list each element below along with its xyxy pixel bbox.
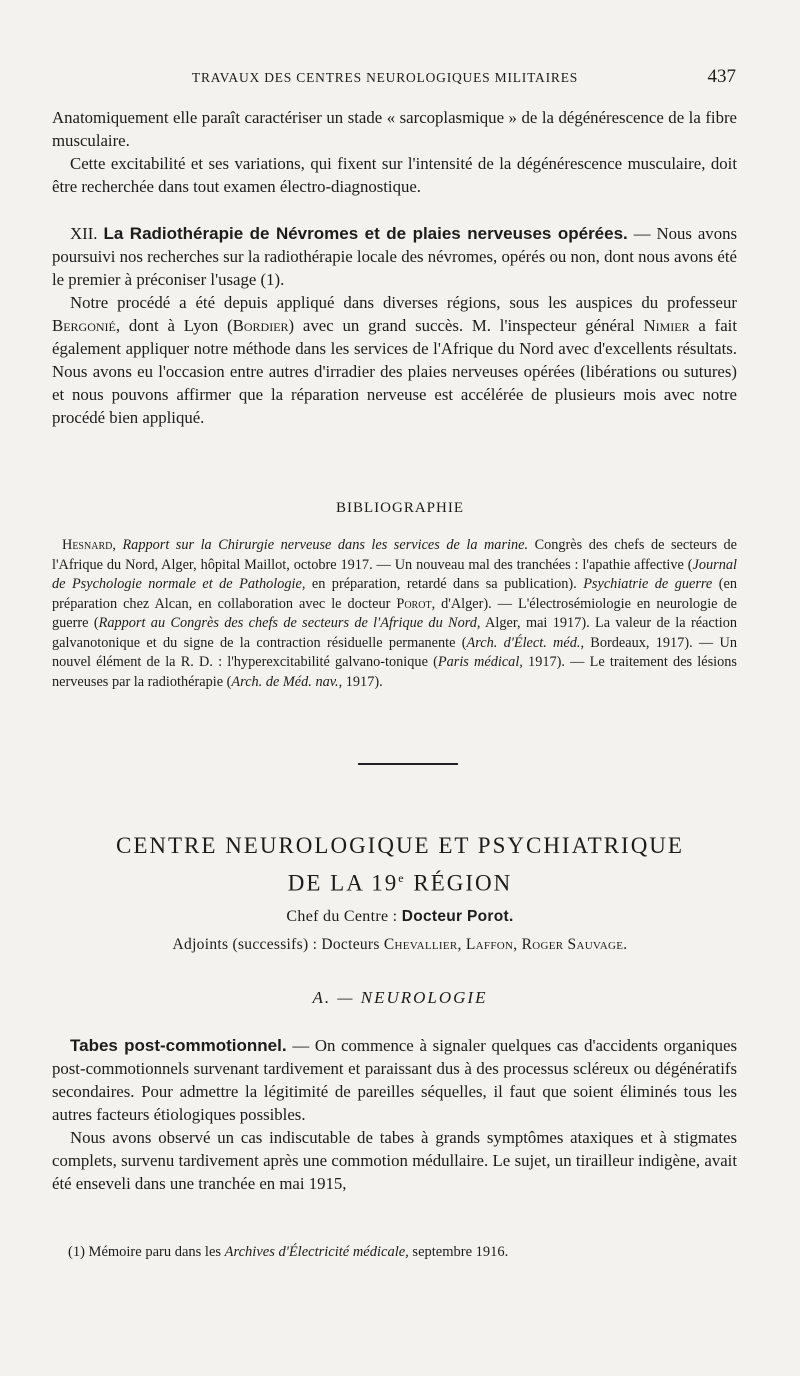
footnote-marker: (1) bbox=[68, 1244, 85, 1260]
section-a-paragraph-1 bbox=[52, 1034, 737, 1126]
text-run: Alger, mai 1917). La valeur de la réaction galvanotonique et du signe de la contraction résiduelle permanente ( bbox=[52, 615, 737, 651]
adjoints-label: Adjoints (successifs) : Docteurs bbox=[172, 936, 384, 953]
centre-adjoints bbox=[0, 936, 800, 954]
running-title: TRAVAUX DES CENTRES NEUROLOGIQUES MILITAIRES bbox=[191, 70, 579, 85]
text-run: Congrès des chefs de secteurs de l'Afrique du Nord, Alger, hôpital Maillot, octobre 1917. — Un nouveau mal des tranchées : l'apathie affective ( bbox=[52, 537, 738, 573]
text-run: 1917). bbox=[342, 673, 383, 690]
italic-title: Psychiatrie de guerre bbox=[583, 576, 713, 592]
running-head bbox=[60, 66, 740, 90]
text-run: (en préparation chez Alcan, en collaboration avec le docteur bbox=[52, 576, 737, 612]
name-hesnard: Hesnard bbox=[62, 537, 113, 553]
text-run: ) avec un grand succès. M. l'inspecteur général bbox=[288, 316, 644, 335]
text-run: DE LA 19 bbox=[287, 870, 399, 896]
text-run: RÉGION bbox=[405, 870, 513, 896]
section-a-title-text: A. — NEUROLOGIE bbox=[312, 988, 488, 1007]
page-number: 437 bbox=[707, 66, 736, 87]
text-run: Mémoire paru dans les bbox=[84, 1244, 225, 1260]
chief-name: Docteur Porot. bbox=[401, 908, 514, 925]
italic-title: Paris médical, bbox=[437, 654, 523, 670]
adjoints-names: Chevallier, Laffon, Roger Sauvage. bbox=[383, 936, 628, 953]
section-xii-paragraph-2 bbox=[52, 291, 737, 429]
bibliography-paragraph bbox=[52, 536, 737, 692]
bibliography-title: BIBLIOGRAPHIE bbox=[336, 500, 464, 516]
section-xii bbox=[52, 222, 737, 429]
italic-title: Rapport au Congrès des chefs de secteurs de l'Afrique du Nord, bbox=[98, 615, 481, 631]
footnote bbox=[68, 1244, 748, 1261]
section-a-title bbox=[0, 988, 800, 1008]
text-run: septembre 1916. bbox=[408, 1244, 509, 1260]
centre-title bbox=[0, 830, 800, 900]
superscript: e bbox=[398, 871, 406, 885]
name-bordier: Bordier bbox=[232, 316, 289, 335]
text-run: , d'Alger). — L'électrosémiologie en neurologie de guerre ( bbox=[52, 595, 738, 631]
italic-title: Archives d'Électricité médicale, bbox=[224, 1244, 409, 1260]
name-bergonie: Bergonié bbox=[52, 316, 116, 335]
italic-title: Rapport sur la Chirurgie nerveuse dans les services de la marine. bbox=[122, 537, 529, 553]
text-run: Notre procédé a été depuis appliqué dans diverses régions, sous les auspices du professeur bbox=[70, 293, 737, 312]
intro-paragraph-1: Anatomiquement elle paraît caractériser un stade « sarcoplasmique » de la dégénérescence de la fibre musculaire. bbox=[52, 108, 737, 150]
centre-chief bbox=[0, 908, 800, 926]
section-xii-number: XII. bbox=[70, 224, 98, 243]
text-run: , dont à Lyon ( bbox=[115, 316, 233, 335]
section-a-heading: Tabes post-commotionnel. bbox=[70, 1036, 287, 1055]
name-nimier: Nimier bbox=[643, 316, 690, 335]
italic-title: Arch. de Méd. nav., bbox=[231, 673, 343, 690]
intro-paragraph-2: Cette excitabilité et ses variations, qui fixent sur l'intensité de la dégénérescence musculaire, doit être recherchée dans tout examen électro-diagnostique. bbox=[52, 154, 737, 196]
section-xii-paragraph-1 bbox=[52, 222, 737, 291]
centre-title-line-2 bbox=[0, 862, 800, 900]
name-porot: Porot bbox=[396, 595, 432, 612]
italic-title: Journal de Psychologie normale et de Pathologie, bbox=[52, 556, 737, 592]
text-run: a fait également appliquer notre méthode dans les services de l'Afrique du Nord avec d'excellents résultats. Nous avons eu l'occasion entre autres d'irradier des plaies nerveuses opérées (libérations ou sutures) et nous pouvons affirmer que la réparation nerveuse est accélérée de plusieurs mois avec notre procédé bien appliqué. bbox=[52, 316, 738, 427]
italic-title: Arch. d'Élect. méd., bbox=[466, 634, 585, 651]
section-a-paragraph-2: Nous avons observé un cas indiscutable de tabes à grands symptômes ataxiques et à stigmates complets, survenu tardivement après une commotion médullaire. Le sujet, un tirailleur indigène, avait été enseveli dans une tranchée en mai 1915, bbox=[52, 1128, 737, 1193]
section-a bbox=[52, 1034, 737, 1195]
centre-title-line-1: CENTRE NEUROLOGIQUE ET PSYCHIATRIQUE bbox=[116, 833, 684, 858]
section-xii-text-1: — Nous avons poursuivi nos recherches sur la radiothérapie locale des névromes, opérés ou non, dont nous avons été le premier à préconiser l'usage (1). bbox=[52, 224, 738, 289]
text-run: 1917). — Le traitement des lésions nerveuses par la radiothérapie ( bbox=[52, 654, 737, 690]
bibliography-body bbox=[52, 536, 737, 692]
chief-label: Chef du Centre : bbox=[286, 908, 402, 925]
text-run: , bbox=[112, 537, 123, 553]
section-xii-heading: La Radiothérapie de Névromes et de plaies nerveuses opérées. bbox=[103, 224, 628, 243]
intro-block bbox=[52, 106, 737, 198]
text-run: — On commence à signaler quelques cas d'accidents organiques post-commotionnels survenant tardivement et paraissant dus à des processus scléreux ou dégénératifs secondaires. Pour admettre la légitimité de pareilles séquelles, il faut que soient éliminés tous les autres facteurs étiologiques possibles. bbox=[52, 1036, 737, 1124]
section-divider bbox=[358, 763, 458, 765]
text-run: Bordeaux, 1917). — Un nouvel élément de la R. D. : l'hyperexcitabilité galvano-tonique ( bbox=[52, 634, 737, 670]
text-run: en préparation, retardé dans sa publication). bbox=[305, 576, 584, 592]
